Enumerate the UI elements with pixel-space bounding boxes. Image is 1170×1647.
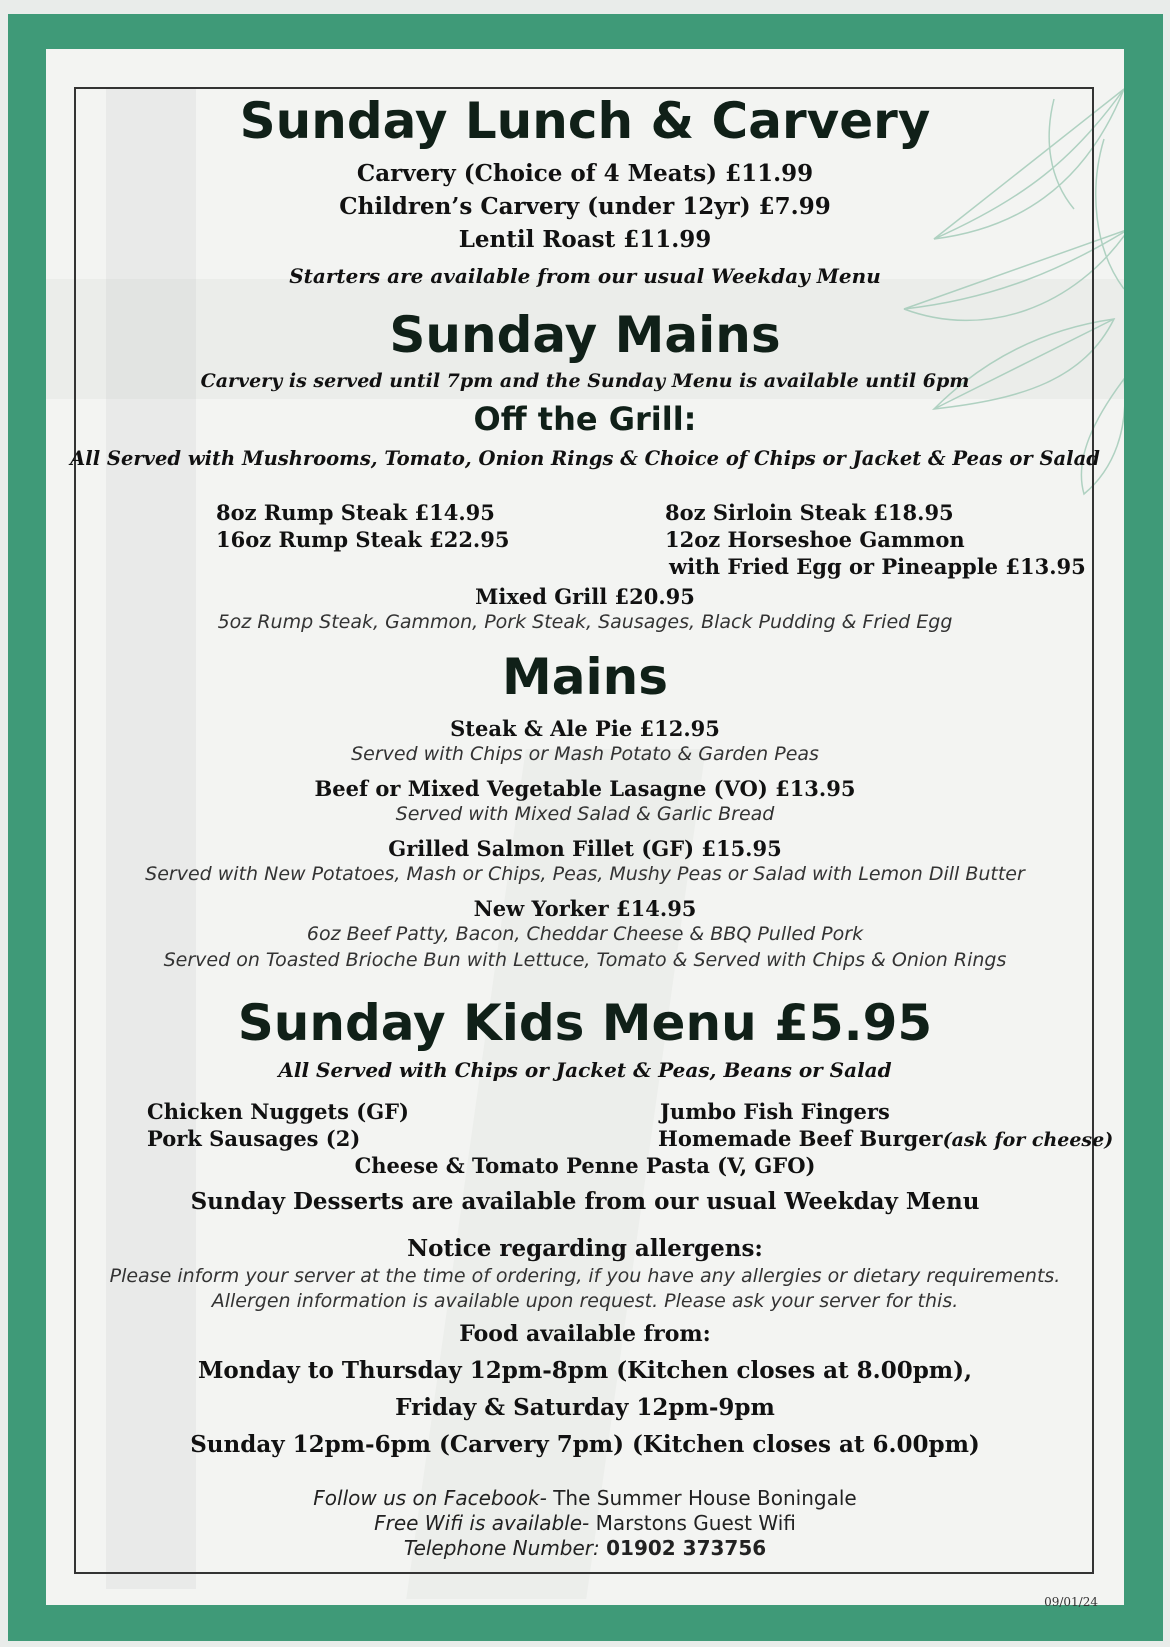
menu-item: Cheese & Tomato Penne Pasta (V, GFO) bbox=[354, 1153, 816, 1178]
hours-line: Sunday 12pm-6pm (Carvery 7pm) (Kitchen closes at 6.00pm) bbox=[190, 1431, 980, 1458]
item-description: Served with Mixed Salad & Garlic Bread bbox=[395, 803, 775, 825]
hours-title: Food available from: bbox=[459, 1321, 711, 1347]
menu-item: Children’s Carvery (under 12yr) £7.99 bbox=[339, 193, 831, 220]
menu-item: 16oz Rump Steak £22.95 bbox=[216, 527, 510, 552]
menu-item: New Yorker £14.95 bbox=[473, 896, 697, 921]
mains-title: Mains bbox=[502, 648, 668, 706]
hours-line: Monday to Thursday 12pm-8pm (Kitchen closes at 8.00pm), bbox=[197, 1357, 973, 1384]
lunch-title: Sunday Lunch & Carvery bbox=[239, 92, 931, 150]
wifi-line: Free Wifi is available- Marstons Guest Wifi bbox=[374, 1511, 796, 1535]
facebook-line: Follow us on Facebook- The Summer House Boningale bbox=[313, 1486, 857, 1510]
allergens-line: Allergen information is available upon request. Please ask your server for this. bbox=[211, 1290, 959, 1312]
kids-note: All Served with Chips or Jacket & Peas, Beans or Salad bbox=[278, 1058, 892, 1082]
menu-item: Grilled Salmon Fillet (GF) £15.95 bbox=[388, 836, 782, 861]
phone-number[interactable]: 01902 373756 bbox=[606, 1536, 767, 1560]
item-description: Served with Chips or Mash Potato & Garden Peas bbox=[351, 743, 819, 765]
kids-title: Sunday Kids Menu £5.95 bbox=[237, 994, 933, 1052]
item-description: 5oz Rump Steak, Gammon, Pork Steak, Sausages, Black Pudding & Fried Egg bbox=[217, 611, 953, 633]
burger-note: (ask for cheese) bbox=[942, 1129, 1114, 1151]
item-description: Served on Toasted Brioche Bun with Lettuce, Tomato & Served with Chips & Onion Rings bbox=[163, 949, 1007, 971]
print-date: 09/01/24 bbox=[1044, 1595, 1098, 1609]
menu-item: Chicken Nuggets (GF) bbox=[147, 1099, 409, 1124]
menu-item: Homemade Beef Burger(ask for cheese) bbox=[658, 1126, 1114, 1151]
desserts-note: Sunday Desserts are available from our usual Weekday Menu bbox=[190, 1188, 980, 1215]
allergens-title: Notice regarding allergens: bbox=[407, 1235, 763, 1262]
menu-item: 8oz Rump Steak £14.95 bbox=[216, 500, 495, 525]
lunch-note: Starters are available from our usual Weekday Menu bbox=[289, 264, 881, 288]
allergens-line: Please inform your server at the time of ordering, if you have any allergies or dietary requirements. bbox=[109, 1265, 1061, 1287]
menu-item: Pork Sausages (2) bbox=[147, 1126, 361, 1151]
grill-title: Off the Grill: bbox=[473, 400, 697, 438]
sunday-mains-title: Sunday Mains bbox=[389, 306, 781, 364]
facebook-link[interactable]: The Summer House Boningale bbox=[553, 1486, 857, 1510]
menu-item: Jumbo Fish Fingers bbox=[660, 1099, 890, 1124]
menu-item: Lentil Roast £11.99 bbox=[458, 226, 712, 253]
menu-item: with Fried Egg or Pineapple £13.95 bbox=[669, 554, 1086, 579]
hours-line: Friday & Saturday 12pm-9pm bbox=[395, 1394, 775, 1421]
menu-item: Steak & Ale Pie £12.95 bbox=[450, 716, 720, 741]
menu-item: 12oz Horseshoe Gammon bbox=[665, 527, 965, 552]
menu-item: Carvery (Choice of 4 Meats) £11.99 bbox=[356, 160, 814, 187]
item-description: 6oz Beef Patty, Bacon, Cheddar Cheese & BBQ Pulled Pork bbox=[306, 923, 864, 945]
menu-item: Beef or Mixed Vegetable Lasagne (VO) £13.95 bbox=[314, 776, 856, 801]
menu-item: 8oz Sirloin Steak £18.95 bbox=[665, 500, 954, 525]
menu-item: Mixed Grill £20.95 bbox=[475, 584, 695, 609]
grill-note: All Served with Mushrooms, Tomato, Onion Rings & Choice of Chips or Jacket & Peas or Salad bbox=[70, 447, 1100, 470]
phone-line: Telephone Number: 01902 373756 bbox=[403, 1536, 767, 1560]
sunday-mains-note: Carvery is served until 7pm and the Sunday Menu is available until 6pm bbox=[200, 370, 970, 392]
item-description: Served with New Potatoes, Mash or Chips, Peas, Mushy Peas or Salad with Lemon Dill Butter bbox=[145, 863, 1025, 885]
